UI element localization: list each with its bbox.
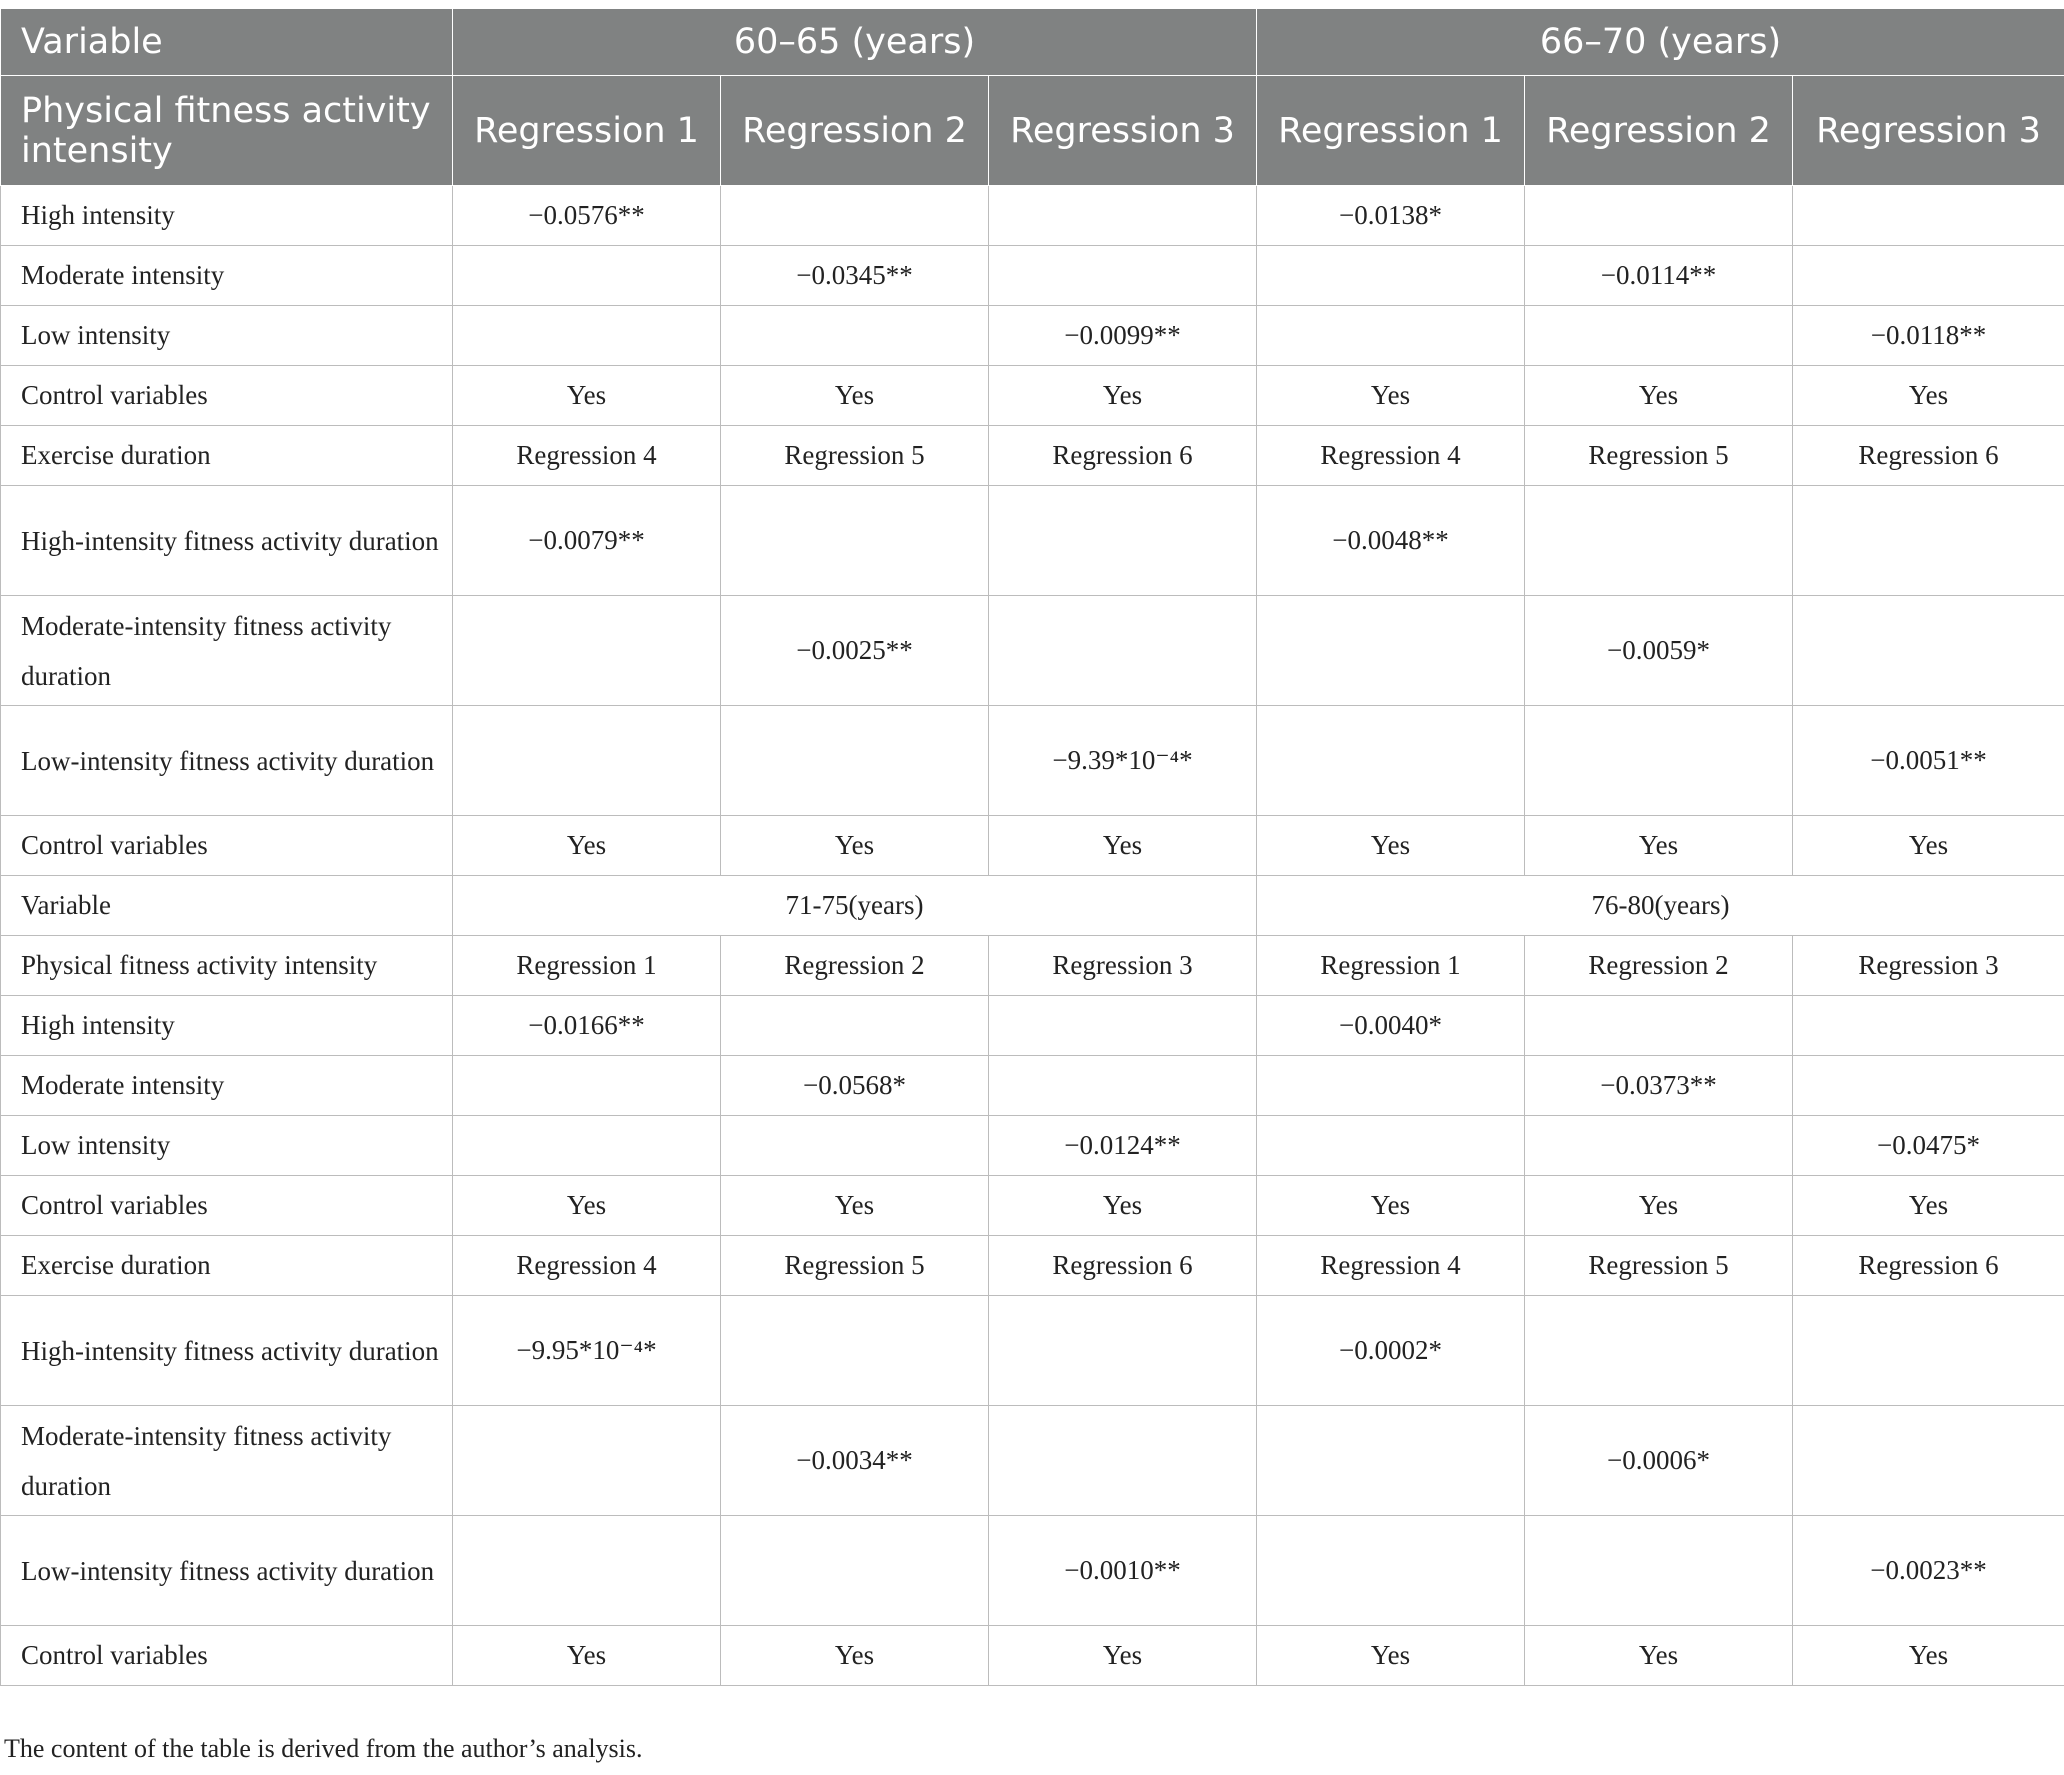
table-cell: Regression 6 xyxy=(1793,1236,2064,1296)
table-cell xyxy=(1793,186,2064,246)
row-label: Low-intensity fitness activity duration xyxy=(1,1516,453,1626)
table-cell xyxy=(721,706,989,816)
table-cell: Yes xyxy=(453,366,721,426)
table-cell: Regression 4 xyxy=(453,1236,721,1296)
table-cell: Regression 5 xyxy=(721,426,989,486)
section2-group-row xyxy=(1,876,2064,936)
table-cell: Yes xyxy=(1525,1176,1793,1236)
table-cell xyxy=(989,996,1257,1056)
table-row xyxy=(1,596,2064,706)
table-cell: Yes xyxy=(1525,816,1793,876)
table-cell: Yes xyxy=(453,1626,721,1686)
table-cell: −0.0023** xyxy=(1793,1516,2064,1626)
table-cell: −0.0025** xyxy=(721,596,989,706)
table-cell: −0.0118** xyxy=(1793,306,2064,366)
table-row xyxy=(1,486,2064,596)
section2-variable: Variable xyxy=(1,876,453,936)
header-regression: Regression 1 xyxy=(1257,76,1525,186)
table-cell: Yes xyxy=(721,1626,989,1686)
header-regression: Regression 2 xyxy=(721,76,989,186)
table-cell: −0.0166** xyxy=(453,996,721,1056)
header-intensity-label: Physical fitness activity intensity xyxy=(1,76,453,186)
table-cell: −0.0040* xyxy=(1257,996,1525,1056)
table-cell xyxy=(1257,596,1525,706)
header-row-regressions xyxy=(1,76,2064,186)
table-cell: −0.0345** xyxy=(721,246,989,306)
table-cell: Yes xyxy=(1525,1626,1793,1686)
table-cell xyxy=(989,246,1257,306)
table-cell xyxy=(453,1116,721,1176)
table-cell xyxy=(453,306,721,366)
table-cell: Regression 6 xyxy=(1793,426,2064,486)
section2-group-71-75: 71-75(years) xyxy=(453,876,1257,936)
table-row xyxy=(1,706,2064,816)
table-cell: −0.0079** xyxy=(453,486,721,596)
row-label: Control variables xyxy=(1,1626,453,1686)
row-label: Control variables xyxy=(1,1176,453,1236)
table-cell: −9.39*10⁻⁴* xyxy=(989,706,1257,816)
table-cell: Yes xyxy=(721,366,989,426)
table-cell: Yes xyxy=(1793,1626,2064,1686)
table-cell: −0.0099** xyxy=(989,306,1257,366)
table-cell xyxy=(1525,1116,1793,1176)
table-cell: Regression 6 xyxy=(989,1236,1257,1296)
row-label: High-intensity fitness activity duration xyxy=(1,486,453,596)
table-cell xyxy=(1257,1516,1525,1626)
table-cell xyxy=(1257,1056,1525,1116)
row-label: Low intensity xyxy=(1,1116,453,1176)
table-cell: Yes xyxy=(989,1626,1257,1686)
table-cell xyxy=(1793,486,2064,596)
table-cell: Yes xyxy=(1257,366,1525,426)
table-cell xyxy=(1525,306,1793,366)
table-cell xyxy=(1257,706,1525,816)
table-cell xyxy=(1793,1056,2064,1116)
header-variable: Variable xyxy=(1,9,453,76)
table-cell xyxy=(453,246,721,306)
table-cell xyxy=(1525,1516,1793,1626)
table-cell: Yes xyxy=(1793,1176,2064,1236)
table-row xyxy=(1,1406,2064,1516)
table-cell: Regression 5 xyxy=(721,1236,989,1296)
table-cell xyxy=(1793,996,2064,1056)
table-header xyxy=(1,9,2064,186)
table-row xyxy=(1,306,2064,366)
table-cell xyxy=(989,1406,1257,1516)
header-regression: Regression 3 xyxy=(989,76,1257,186)
table-cell xyxy=(1525,706,1793,816)
table-row xyxy=(1,1516,2064,1626)
table-row xyxy=(1,366,2064,426)
section2-regression: Regression 1 xyxy=(1257,936,1525,996)
regression-table xyxy=(0,8,2064,1686)
table-cell: Regression 4 xyxy=(453,426,721,486)
table-row xyxy=(1,186,2064,246)
table-cell: Yes xyxy=(989,366,1257,426)
table-row xyxy=(1,1626,2064,1686)
row-label: Exercise duration xyxy=(1,426,453,486)
table-cell: Yes xyxy=(721,1176,989,1236)
table-cell: −0.0051** xyxy=(1793,706,2064,816)
table-cell: −0.0034** xyxy=(721,1406,989,1516)
row-label: High intensity xyxy=(1,186,453,246)
table-row xyxy=(1,246,2064,306)
table-cell: −0.0114** xyxy=(1525,246,1793,306)
table-cell: Regression 6 xyxy=(989,426,1257,486)
table-cell: Yes xyxy=(1793,816,2064,876)
row-label: Low-intensity fitness activity duration xyxy=(1,706,453,816)
table-cell: Yes xyxy=(1793,366,2064,426)
table-cell xyxy=(1257,1406,1525,1516)
table-row xyxy=(1,816,2064,876)
table-cell xyxy=(453,1516,721,1626)
table-cell xyxy=(989,1296,1257,1406)
table-cell: Regression 4 xyxy=(1257,1236,1525,1296)
table-cell: Yes xyxy=(989,1176,1257,1236)
table-cell xyxy=(453,596,721,706)
table-cell xyxy=(989,1056,1257,1116)
table-row xyxy=(1,1236,2064,1296)
table-cell xyxy=(1793,246,2064,306)
row-label: Control variables xyxy=(1,366,453,426)
section2-regression: Regression 2 xyxy=(1525,936,1793,996)
table-cell xyxy=(1525,996,1793,1056)
table-cell xyxy=(1257,1116,1525,1176)
table-cell xyxy=(1793,1296,2064,1406)
table-cell: Regression 5 xyxy=(1525,1236,1793,1296)
table-cell xyxy=(1793,596,2064,706)
row-label: Exercise duration xyxy=(1,1236,453,1296)
row-label: High-intensity fitness activity duration xyxy=(1,1296,453,1406)
table-cell xyxy=(721,996,989,1056)
row-label: Moderate intensity xyxy=(1,1056,453,1116)
table-cell xyxy=(1525,486,1793,596)
table-cell xyxy=(453,706,721,816)
row-label: Moderate-intensity fitness activity duration xyxy=(1,596,453,706)
table-cell xyxy=(453,1406,721,1516)
table-cell: Yes xyxy=(1257,1626,1525,1686)
table-cell: −0.0138* xyxy=(1257,186,1525,246)
row-label: Moderate intensity xyxy=(1,246,453,306)
table-cell: Yes xyxy=(453,816,721,876)
table-cell xyxy=(1525,186,1793,246)
section2-regression: Regression 2 xyxy=(721,936,989,996)
table-cell xyxy=(1257,306,1525,366)
section2-group-76-80: 76-80(years) xyxy=(1257,876,2064,936)
header-row-groups xyxy=(1,9,2064,76)
row-label: High intensity xyxy=(1,996,453,1056)
table-cell: Regression 5 xyxy=(1525,426,1793,486)
section2-regression: Regression 3 xyxy=(1793,936,2064,996)
table-cell: −0.0576** xyxy=(453,186,721,246)
table-cell: Yes xyxy=(989,816,1257,876)
table-cell: −9.95*10⁻⁴* xyxy=(453,1296,721,1406)
table-cell: −0.0124** xyxy=(989,1116,1257,1176)
section2-regression: Regression 3 xyxy=(989,936,1257,996)
table-cell xyxy=(1257,246,1525,306)
section2-intensity-label: Physical fitness activity intensity xyxy=(1,936,453,996)
table-cell: Yes xyxy=(453,1176,721,1236)
table-cell: Regression 4 xyxy=(1257,426,1525,486)
row-label: Control variables xyxy=(1,816,453,876)
section2-regression: Regression 1 xyxy=(453,936,721,996)
table-row xyxy=(1,1056,2064,1116)
header-group-60-65: 60–65 (years) xyxy=(453,9,1257,76)
table-cell xyxy=(721,186,989,246)
regression-table-container xyxy=(0,8,2064,1686)
table-cell: −0.0475* xyxy=(1793,1116,2064,1176)
table-row xyxy=(1,426,2064,486)
table-cell xyxy=(721,1116,989,1176)
table-row xyxy=(1,1176,2064,1236)
table-body xyxy=(1,186,2064,1686)
table-cell: Yes xyxy=(721,816,989,876)
table-cell xyxy=(721,306,989,366)
table-cell xyxy=(1525,1296,1793,1406)
header-regression: Regression 1 xyxy=(453,76,721,186)
table-row xyxy=(1,1116,2064,1176)
table-cell: −0.0048** xyxy=(1257,486,1525,596)
table-cell xyxy=(453,1056,721,1116)
header-regression: Regression 2 xyxy=(1525,76,1793,186)
table-row xyxy=(1,1296,2064,1406)
table-cell: −0.0006* xyxy=(1525,1406,1793,1516)
table-cell: −0.0568* xyxy=(721,1056,989,1116)
table-cell: Yes xyxy=(1257,1176,1525,1236)
section2-regression-row xyxy=(1,936,2064,996)
header-group-66-70: 66–70 (years) xyxy=(1257,9,2064,76)
table-cell xyxy=(989,596,1257,706)
table-cell: Yes xyxy=(1257,816,1525,876)
table-cell: −0.0059* xyxy=(1525,596,1793,706)
header-regression: Regression 3 xyxy=(1793,76,2064,186)
table-cell xyxy=(989,486,1257,596)
table-cell xyxy=(721,1296,989,1406)
table-cell: −0.0010** xyxy=(989,1516,1257,1626)
row-label: Low intensity xyxy=(1,306,453,366)
table-cell xyxy=(989,186,1257,246)
table-cell: −0.0002* xyxy=(1257,1296,1525,1406)
table-cell xyxy=(721,486,989,596)
table-cell xyxy=(1793,1406,2064,1516)
table-cell: Yes xyxy=(1525,366,1793,426)
table-cell: −0.0373** xyxy=(1525,1056,1793,1116)
row-label: Moderate-intensity fitness activity duration xyxy=(1,1406,453,1516)
table-row xyxy=(1,996,2064,1056)
table-footnote: The content of the table is derived from the author’s analysis. xyxy=(4,1734,643,1763)
table-cell xyxy=(721,1516,989,1626)
